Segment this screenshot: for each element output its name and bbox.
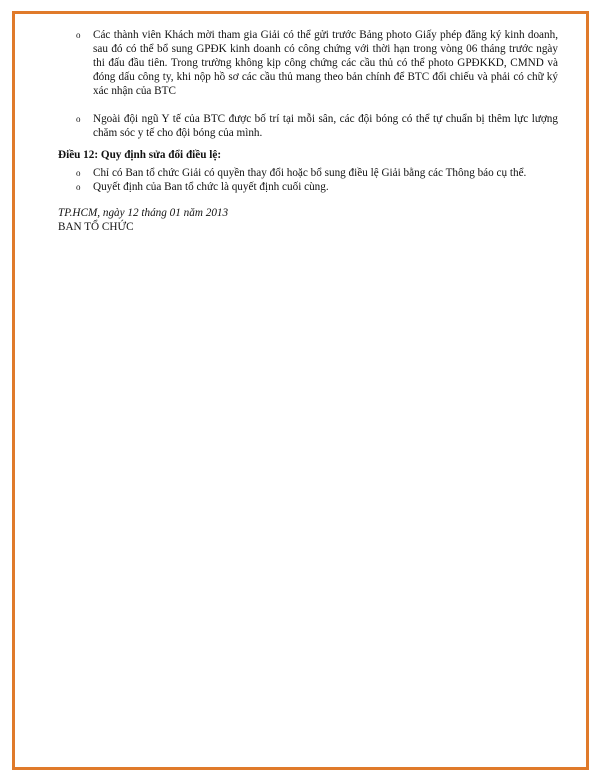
- top-bullet-list: [58, 28, 558, 140]
- list-item: [58, 180, 558, 194]
- bullet-marker: o: [76, 30, 81, 40]
- list-item-text: Chỉ có Ban tổ chức Giải có quyền thay đổi hoặc bổ sung điều lệ Giải bằng các Thông báo cụ thể.: [93, 167, 527, 179]
- signature-date: TP.HCM, ngày 12 tháng 01 năm 2013: [58, 207, 229, 219]
- document-body: [58, 28, 558, 234]
- list-item-text: Quyết định của Ban tổ chức là quyết định cuối cùng.: [93, 181, 329, 193]
- list-item-text: Ngoài đội ngũ Y tế của BTC được bố trí tại mỗi sân, các đội bóng có thể tự chuẩn bị thêm lực lượng chăm sóc y tế cho đội bóng của mình.: [93, 113, 558, 139]
- list-item: [58, 166, 558, 180]
- bullet-marker: o: [76, 114, 81, 124]
- list-item: [58, 28, 558, 98]
- article-12-bullet-list: [58, 166, 558, 194]
- bullet-marker: o: [76, 182, 81, 192]
- article-12-heading: Điều 12: Quy định sửa đổi điều lệ:: [58, 149, 222, 161]
- signature-organizer: BAN TỔ CHỨC: [58, 221, 134, 233]
- list-item-text: Các thành viên Khách mời tham gia Giải có thể gửi trước Bảng photo Giấy phép đăng ký kinh doanh, sau đó có thể bổ sung GPĐK kinh doanh có công chứng với thời hạn trong vòng 06 tháng trước ngày thi đấu đầu tiên. Trong trường không kịp công chứng các cầu thủ có thể photo GPĐKKD, CMND và đóng dấu công ty, khi nộp hồ sơ các cầu thủ mang theo bản chính để BTC đối chiếu và phải có chữ ký xác nhận của BTC: [93, 29, 558, 97]
- list-item: [58, 112, 558, 140]
- bullet-marker: o: [76, 168, 81, 178]
